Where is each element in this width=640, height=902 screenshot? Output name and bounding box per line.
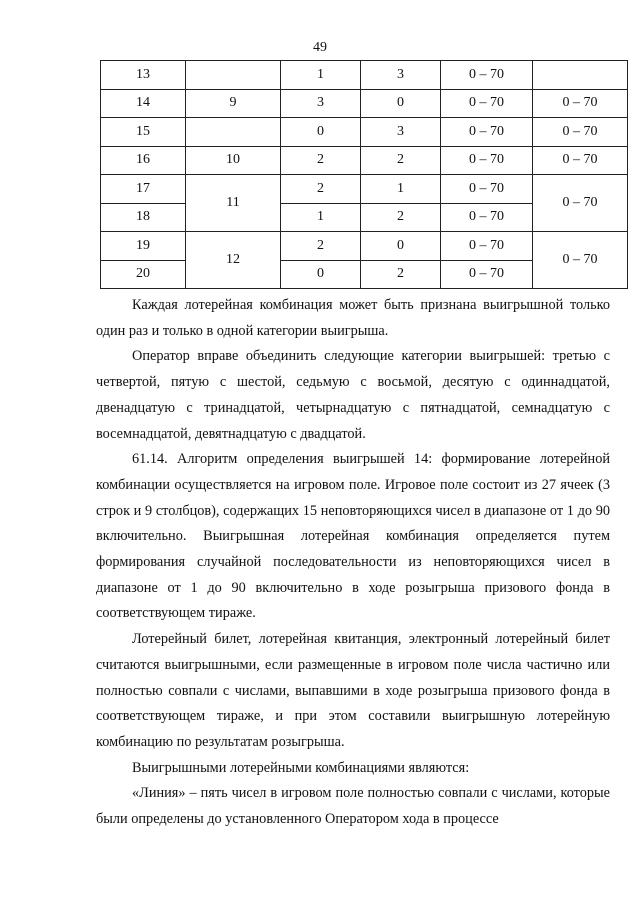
range-cell: 0 – 70 [441, 146, 533, 175]
value-b-cell: 0 [361, 89, 441, 118]
value-b-cell: 3 [361, 118, 441, 147]
category-cell: 17 [101, 175, 186, 204]
value-b-cell: 0 [361, 232, 441, 261]
value-b-cell: 3 [361, 61, 441, 90]
group-cell: 10 [186, 146, 281, 175]
category-cell: 14 [101, 89, 186, 118]
category-cell: 20 [101, 260, 186, 289]
value-a-cell: 0 [281, 260, 361, 289]
category-cell: 18 [101, 203, 186, 232]
value-b-cell: 2 [361, 203, 441, 232]
paragraph: Выигрышными лотерейными комбинациями являются: [132, 759, 470, 776]
table-row [101, 232, 628, 261]
value-b-cell: 1 [361, 175, 441, 204]
group-cell-empty [186, 61, 281, 90]
paragraph: Лотерейный билет, лотерейная квитанция, электронный лотерейный билет считаются выигрышными, если размещенные в игровом поле числа частично или полностью совпали с числами, выпавшими в ходе розыгрыша призового фонда в соответствующем тираже, и при этом составили выигрышную лотерейную комбинацию по результатам розыгрыша. [96, 631, 610, 750]
value-a-cell: 2 [281, 232, 361, 261]
combined-range-cell: 0 – 70 [533, 89, 628, 118]
paragraph: «Линия» – пять чисел в игровом поле полностью совпали с числами, которые были определены до установленного Оператором хода в процессе [96, 785, 610, 828]
value-a-cell: 0 [281, 118, 361, 147]
table-row [101, 89, 628, 118]
value-b-cell: 2 [361, 146, 441, 175]
value-a-cell: 2 [281, 175, 361, 204]
paragraph: Каждая лотерейная комбинация может быть признана выигрышной только один раз и только в одной категории выигрыша. [96, 297, 610, 339]
range-cell: 0 – 70 [441, 232, 533, 261]
category-cell: 13 [101, 61, 186, 90]
value-b-cell: 2 [361, 260, 441, 289]
range-cell: 0 – 70 [441, 61, 533, 90]
value-a-cell: 1 [281, 203, 361, 232]
range-cell: 0 – 70 [441, 260, 533, 289]
value-a-cell: 1 [281, 61, 361, 90]
combined-range-cell: 0 – 70 [533, 232, 628, 289]
category-cell: 15 [101, 118, 186, 147]
value-a-cell: 3 [281, 89, 361, 118]
paragraph: 61.14. Алгоритм определения выигрышей 14: формирование лотерейной комбинации осуществляется на игровом поле. Игровое поле состоит из 27 ячеек (3 строк и 9 столбцов), содержащих 15 неповторяющихся чисел в диапазоне от 1 до 90 включительно. Выигрышная лотерейная комбинация определяется путем формирования случайной последовательности из неповторяющихся чисел в диапазоне от 1 до 90 включительно в ходе розыгрыша призового фонда в соответствующем тираже. [96, 451, 610, 622]
group-cell: 9 [186, 89, 281, 118]
combined-range-cell: 0 – 70 [533, 146, 628, 175]
group-cell: 12 [186, 232, 281, 289]
table-row [101, 118, 628, 147]
table-row [101, 61, 628, 90]
body-text [96, 293, 610, 833]
paragraph: Оператор вправе объединить следующие категории выигрышей: третью с четвертой, пятую с шестой, седьмую с восьмой, десятую с одиннадцатой, двенадцатую с тринадцатой, четырнадцатую с пятнадцатой, семнадцатую с восемнадцатой, девятнадцатую с двадцатой. [96, 348, 610, 442]
value-a-cell: 2 [281, 146, 361, 175]
range-cell: 0 – 70 [441, 89, 533, 118]
table-row [101, 146, 628, 175]
range-cell: 0 – 70 [441, 175, 533, 204]
prize-category-table [100, 60, 628, 289]
group-cell: 11 [186, 175, 281, 232]
combined-cell-empty [533, 61, 628, 90]
category-cell: 19 [101, 232, 186, 261]
combined-range-cell: 0 – 70 [533, 175, 628, 232]
range-cell: 0 – 70 [441, 118, 533, 147]
combined-range-cell: 0 – 70 [533, 118, 628, 147]
page-number: 49 [313, 40, 327, 55]
group-cell-empty [186, 118, 281, 147]
category-cell: 16 [101, 146, 186, 175]
table-row [101, 175, 628, 204]
range-cell: 0 – 70 [441, 203, 533, 232]
